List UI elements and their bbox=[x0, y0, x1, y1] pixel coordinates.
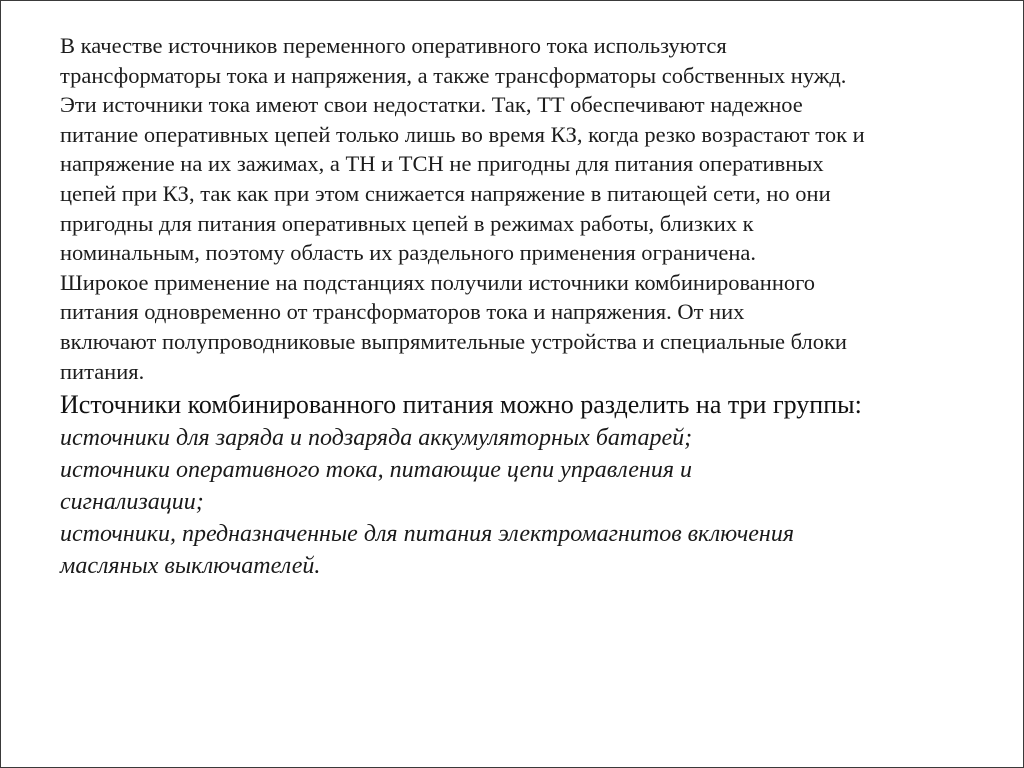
group-item: источники для заряда и подзаряда аккумуляторных батарей; bbox=[60, 425, 693, 452]
text-line: Широкое применение на подстанциях получили источники комбинированного bbox=[60, 269, 816, 295]
text-line: пригодны для питания оперативных цепей в режимах работы, близких к bbox=[60, 210, 754, 236]
text-line: Эти источники тока имеют свои недостатки. Так, ТТ обеспечивают надежное bbox=[60, 92, 803, 118]
text-line: номинальным, поэтому область их раздельного применения ограничена. bbox=[60, 240, 757, 266]
group-item: сигнализации; bbox=[60, 489, 204, 516]
text-line: питания одновременно от трансформаторов тока и напряжения. От них bbox=[60, 299, 745, 325]
text-line: питания. bbox=[60, 358, 145, 384]
text-line: цепей при КЗ, так как при этом снижается напряжение в питающей сети, но они bbox=[60, 180, 831, 206]
text-line: напряжение на их зажимах, а ТН и ТСН не пригодны для питания оперативных bbox=[60, 151, 824, 177]
paragraph-combined-sources bbox=[60, 268, 970, 386]
text-line: трансформаторы тока и напряжения, а также трансформаторы собственных нужд. bbox=[60, 62, 847, 88]
slide-content bbox=[60, 31, 970, 582]
text-line: питание оперативных цепей только лишь во время КЗ, когда резко возрастают ток и bbox=[60, 121, 865, 147]
groups-intro: Источники комбинированного питания можно разделить на три группы: bbox=[60, 390, 862, 420]
text-line: включают полупроводниковые выпрямительные устройства и специальные блоки bbox=[60, 328, 847, 354]
group-item: источники оперативного тока, питающие цепи управления и bbox=[60, 457, 692, 484]
paragraph-ac-sources bbox=[60, 31, 970, 268]
groups-list bbox=[60, 422, 970, 582]
group-item: источники, предназначенные для питания электромагнитов включения bbox=[60, 521, 794, 548]
group-item: масляных выключателей. bbox=[60, 553, 321, 580]
text-line: В качестве источников переменного оперативного тока используются bbox=[60, 33, 727, 58]
